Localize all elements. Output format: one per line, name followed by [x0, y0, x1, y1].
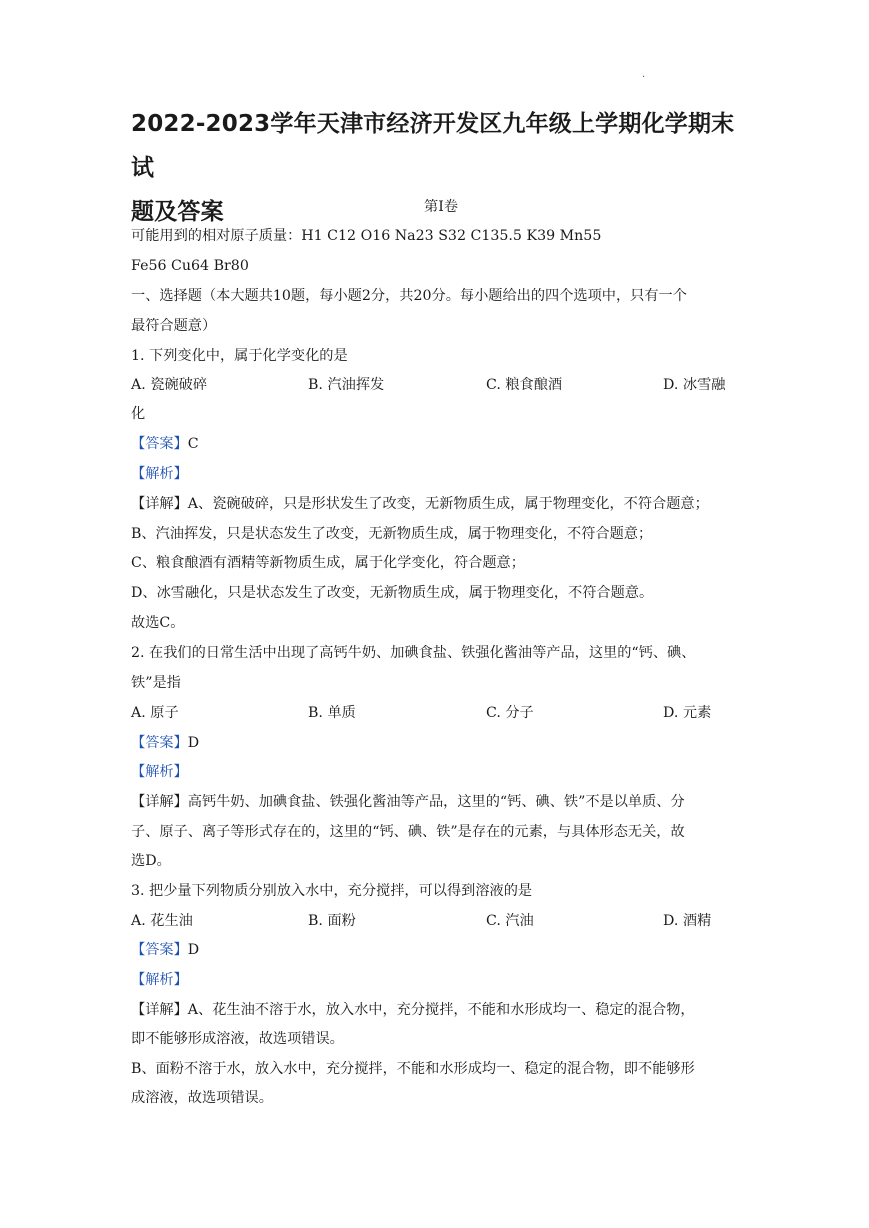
q1-detail-line: 故选C。	[131, 615, 185, 631]
atomic-masses-line-1: 可能用到的相对原子质量：H1 C12 O16 Na23 S32 C135.5 K39 Mn55	[131, 228, 602, 244]
q3-option-b: B. 面粉	[308, 913, 356, 929]
q3-detail-line	[131, 1000, 751, 1020]
q3-answer	[131, 940, 751, 960]
section-heading-line-2: 最符合题意）	[131, 318, 217, 334]
q2-stem-line-1: 2. 在我们的日常生活中出现了高钙牛奶、加碘食盐、铁强化酱油等产品，这里的“钙、碘、	[131, 645, 696, 661]
q3-detail-text: A、花生油不溶于水，放入水中，充分搅拌，不能和水形成均一、稳定的混合物，	[187, 1002, 695, 1018]
q3-detail-line: 即不能够形成溶液，故选项错误。	[131, 1031, 344, 1047]
q3-options	[131, 911, 751, 931]
q1-detail-line: D、冰雪融化，只是状态发生了改变，无新物质生成，属于物理变化，不符合题意。	[131, 585, 654, 601]
q1-option-c: C. 粮食酿酒	[486, 377, 563, 393]
q2-option-a: A. 原子	[131, 705, 179, 721]
header-dot: ·	[642, 72, 646, 83]
detail-tag: 【详解】	[131, 496, 188, 512]
q3-option-c: C. 汽油	[486, 913, 534, 929]
q2-detail-line: 选D。	[131, 853, 171, 869]
q2-option-b: B. 单质	[308, 705, 356, 721]
q2-answer-value: D	[187, 735, 200, 751]
q3-detail-line: B、面粉不溶于水，放入水中，充分搅拌，不能和水形成均一、稳定的混合物，即不能够形	[131, 1061, 695, 1077]
q3-detail-line: 成溶液，故选项错误。	[131, 1090, 273, 1106]
q2-analysis	[131, 762, 751, 782]
q2-options	[131, 703, 751, 723]
analysis-tag: 【解析】	[131, 764, 188, 780]
q1-option-wrap: 化	[131, 406, 146, 422]
q2-answer	[131, 733, 751, 753]
answer-tag: 【答案】	[131, 436, 188, 452]
atomic-masses-line-2: Fe56 Cu64 Br80	[131, 258, 249, 274]
q1-stem: 1. 下列变化中，属于化学变化的是	[131, 348, 348, 364]
section-heading-line-1: 一、选择题（本大题共10题，每小题2分，共20分。每小题给出的四个选项中，只有一个	[131, 288, 687, 304]
answer-tag: 【答案】	[131, 942, 188, 958]
q2-option-c: C. 分子	[486, 705, 534, 721]
title-line-1: 2022-2023学年天津市经济开发区九年级上学期化学期末试	[131, 111, 735, 181]
q2-stem-line-2: 铁”是指	[131, 675, 181, 691]
analysis-tag: 【解析】	[131, 972, 188, 988]
q1-option-d: D. 冰雪融	[663, 377, 726, 393]
title-line-2: 题及答案	[131, 199, 224, 225]
q3-option-d: D. 酒精	[663, 913, 712, 929]
q1-detail-line	[131, 494, 751, 514]
analysis-tag: 【解析】	[131, 466, 188, 482]
q2-detail-line	[131, 792, 751, 812]
q2-option-d: D. 元素	[663, 705, 712, 721]
q1-answer	[131, 434, 751, 454]
q1-answer-value: C	[187, 436, 199, 452]
q2-detail-text: 高钙牛奶、加碘食盐、铁强化酱油等产品，这里的“钙、碘、铁”不是以单质、分	[187, 794, 685, 810]
answer-tag: 【答案】	[131, 735, 188, 751]
q2-detail-line: 子、原子、离子等形式存在的，这里的“钙、碘、铁”是存在的元素，与具体形态无关，故	[131, 824, 685, 840]
q3-analysis	[131, 970, 751, 990]
detail-tag: 【详解】	[131, 1002, 188, 1018]
q3-option-a: A. 花生油	[131, 913, 193, 929]
q1-detail-text: A、瓷碗破碎，只是形状发生了改变，无新物质生成，属于物理变化，不符合题意；	[187, 496, 709, 512]
detail-tag: 【详解】	[131, 794, 188, 810]
q1-option-b: B. 汽油挥发	[308, 377, 385, 393]
q1-analysis	[131, 464, 751, 484]
q1-options	[131, 375, 751, 395]
q1-detail-line: B、汽油挥发，只是状态发生了改变，无新物质生成，属于物理变化，不符合题意；	[131, 526, 653, 542]
q1-detail-line: C、粮食酿酒有酒精等新物质生成，属于化学变化，符合题意；	[131, 555, 525, 571]
q1-option-a: A. 瓷碗破碎	[131, 377, 208, 393]
q3-stem: 3. 把少量下列物质分别放入水中，充分搅拌，可以得到溶液的是	[131, 883, 533, 899]
q3-answer-value: D	[187, 942, 200, 958]
volume-heading: 第Ⅰ卷	[424, 199, 458, 215]
